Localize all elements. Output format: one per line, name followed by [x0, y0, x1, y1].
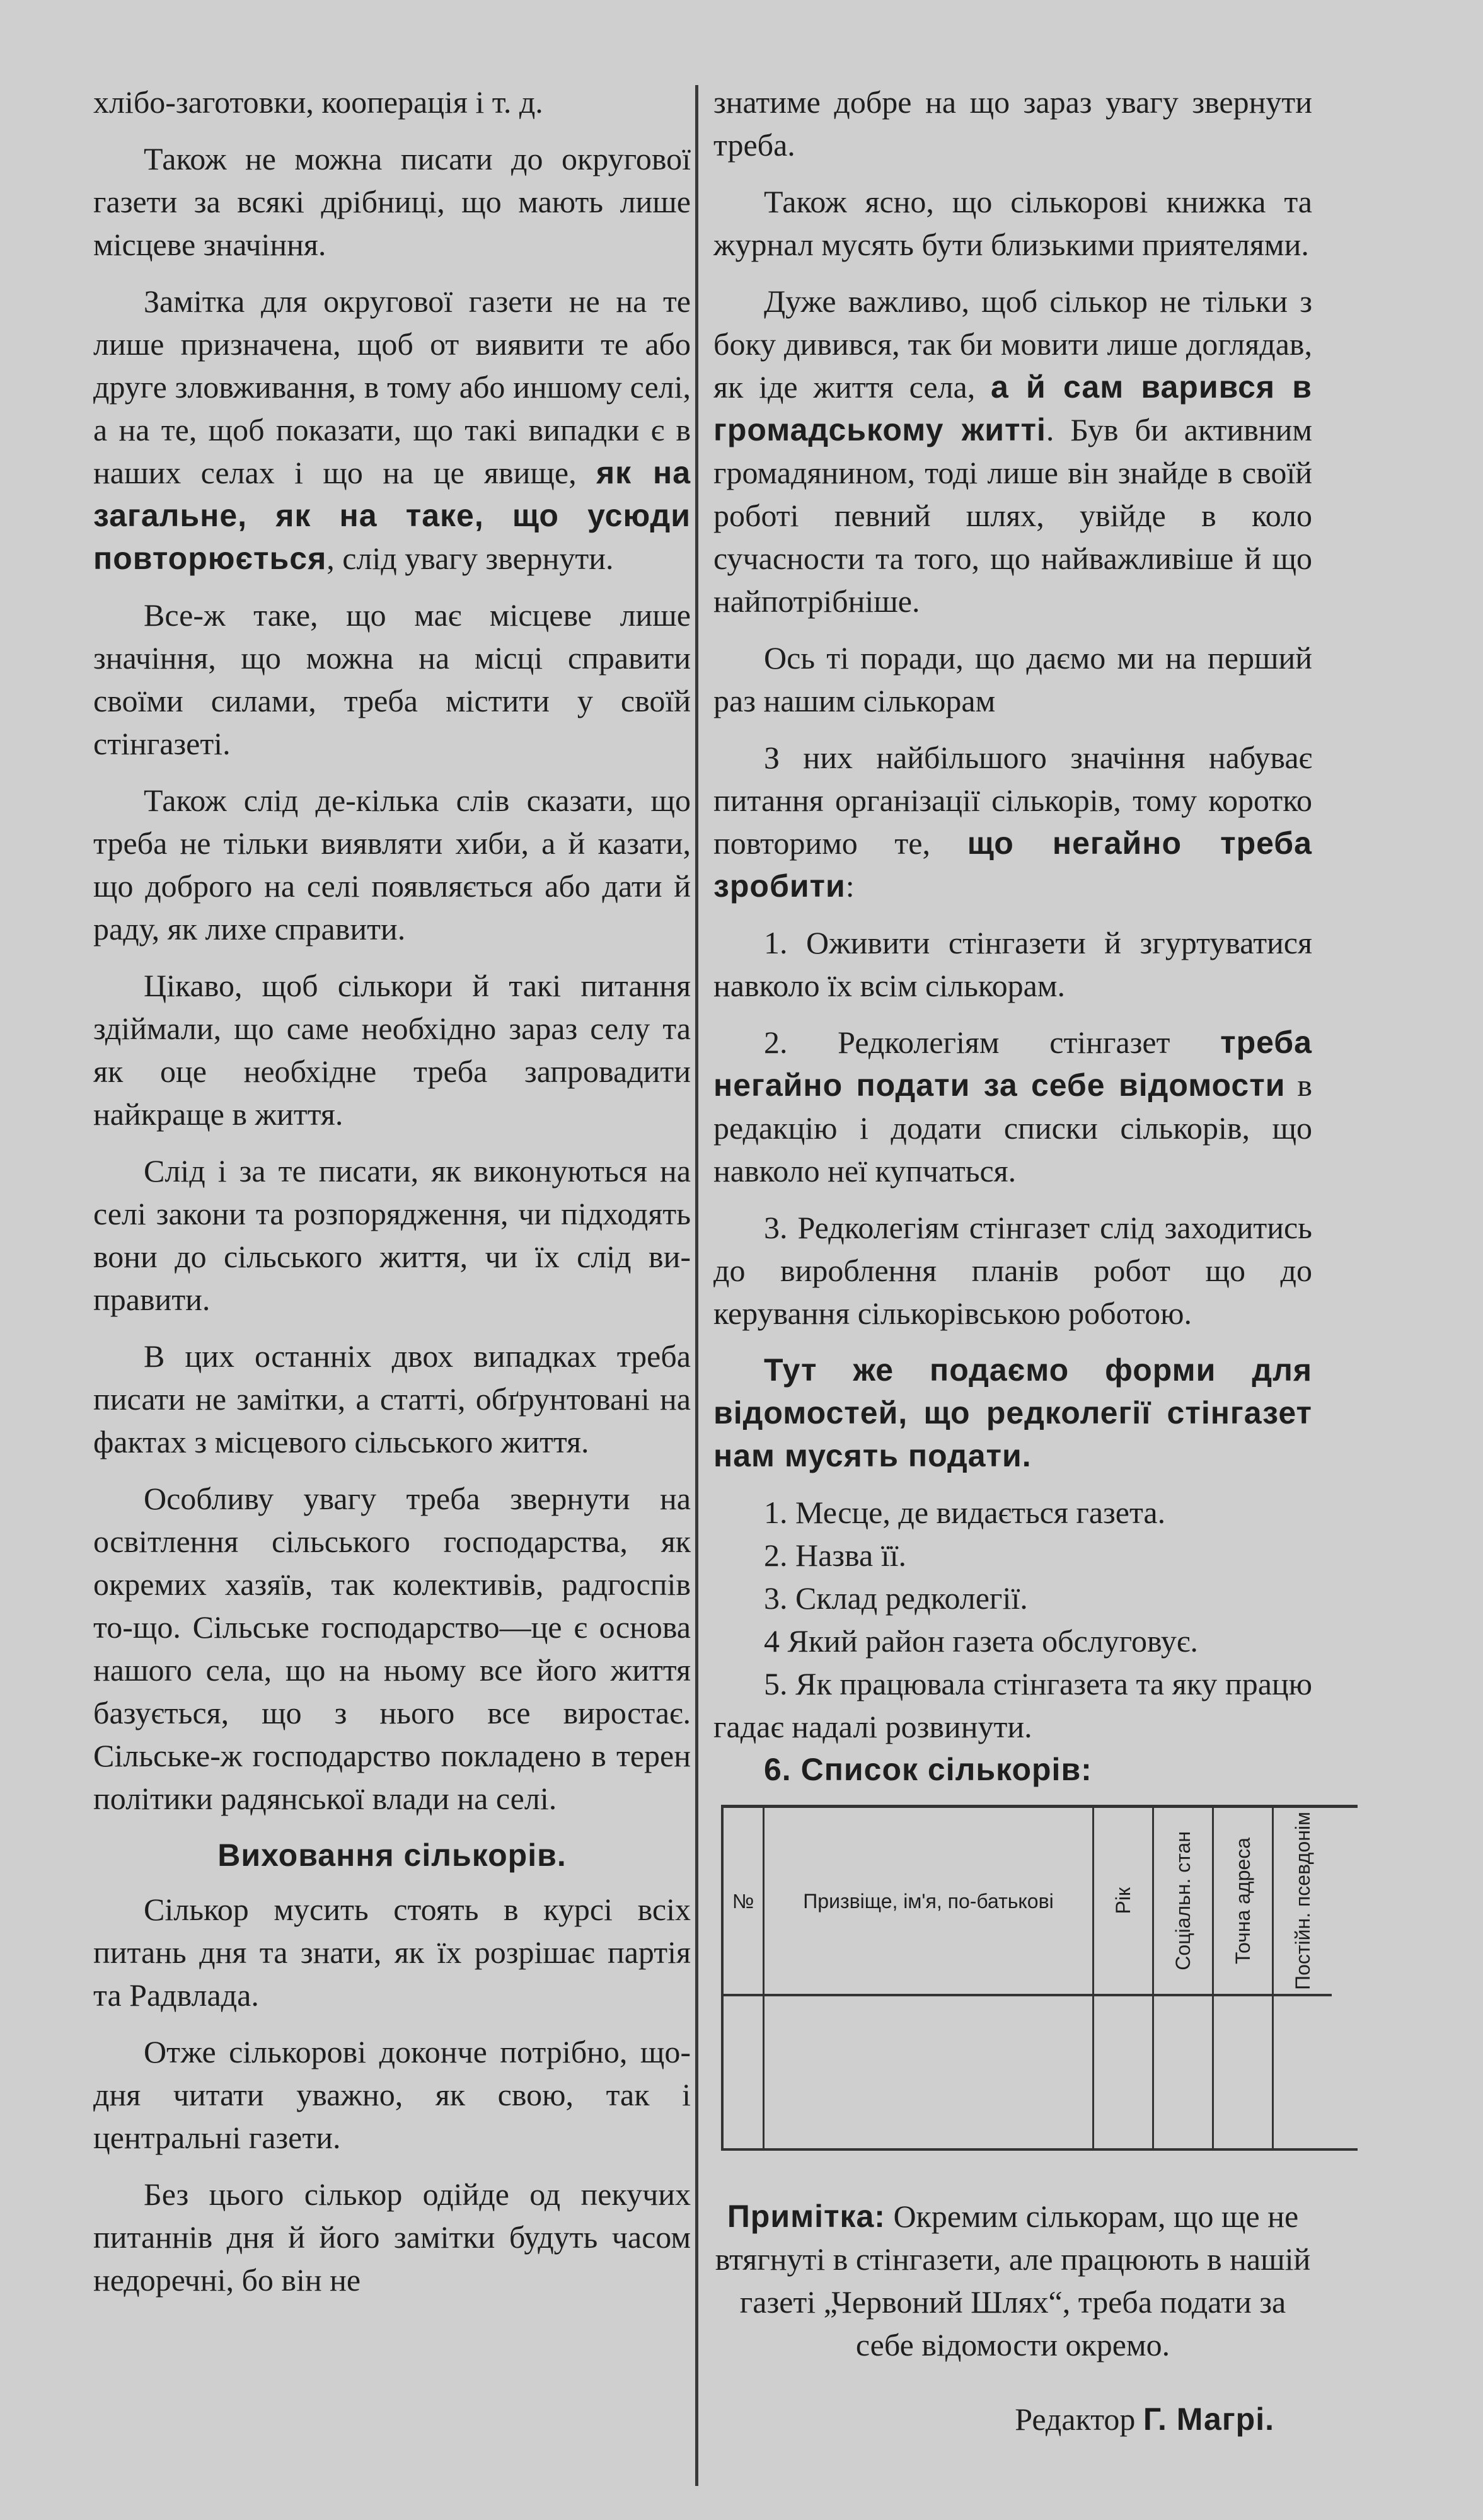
table-header-status-cell — [1154, 1808, 1212, 1996]
editor-label: Редактор — [1015, 2402, 1143, 2437]
paragraph: Без цього сількор одійде од пекучих питаннів дня й його замітки будуть часом недоречні, бо він не — [93, 2177, 691, 2298]
text-run: в редакцію і додати списки сількорів, що навколо неї купчаться. — [713, 1067, 1313, 1188]
bold-text: а й сам варився в громадському житті — [713, 369, 1312, 447]
form-item: 1. Месце, де видається газета. — [764, 1495, 1166, 1530]
bold-text: треба негайно подати за себе відомости — [713, 1025, 1312, 1103]
table-header-address: Точна адреса — [1232, 1837, 1254, 1965]
forms-intro: Тут же подаємо форми для відомостей, що редколегії стінгазет нам мусять подати. — [713, 1352, 1312, 1473]
paragraph: Цікаво, щоб сількори й такі питання здіймали, що саме необхідно зараз селу та як оце необхідне треба запровадити найкраще в життя. — [93, 968, 691, 1132]
form-item: 3. Склад редколегії. — [764, 1580, 1028, 1616]
paragraph: знатиме добре на що зараз увагу звернути треба. — [713, 84, 1312, 163]
table-column-name — [765, 1808, 1094, 2148]
bold-text: як на загальне, як на таке, що усюди повторюється — [93, 455, 691, 576]
text-run: . Був би активним громадянином, тоді лише він знайде в своїй роботі певний шлях, увійде в коло сучасности та того, що найважливіше й що найпотрібніше. — [713, 412, 1312, 619]
bold-text: що негайно треба зробити — [713, 826, 1312, 904]
table-header-year: Рік — [1112, 1887, 1134, 1914]
editor-name: Г. Магрі. — [1143, 2402, 1274, 2437]
column-divider — [695, 85, 698, 2486]
text-run: 2. Редколегіям стінгазет — [764, 1025, 1221, 1060]
text-run: З них найбільшого значіння набуває питання організації сількорів, тому коротко повторимо те, — [713, 740, 1312, 861]
table-column-status — [1154, 1808, 1214, 2148]
note-text: Окремим сількорам, що ще не втягнуті в стінгазети, але працюють в нашій газеті „Червоний Шлях“, треба подати за себе відомости окремо. — [715, 2199, 1311, 2362]
paragraph: Особливу увагу треба звернути на освітлення сільського господарства, як окремих хазяїв, так колективів, радгоспів то-що. Сільське господарство—це є основа нашого села, що на ньому все його життя базується, що з нього все виростає. Сільське-ж господарство покладено в терен політики радянської влади на селі. — [93, 1481, 691, 1816]
note-label: Примітка: — [727, 2199, 886, 2234]
table-column-pseudonym — [1274, 1808, 1332, 2148]
table-header-year-cell — [1094, 1808, 1152, 1996]
paragraph: хлібо-заготовки, кооперація і т. д. — [93, 84, 543, 120]
right-column — [713, 81, 1312, 2472]
note — [713, 2195, 1312, 2366]
paragraph: Все-ж таке, що має місцеве лише значіння, що можна на місці справити своїми силами, треба містити у своїй стінгазеті. — [93, 597, 691, 761]
table-header-number: № — [724, 1808, 763, 1996]
paragraph: В цих останніх двох випадках треба писати не замітки, а статті, обґрунтовані на фактах з місцевого сільського життя. — [93, 1338, 691, 1459]
text-run: , слід увагу звернути. — [326, 541, 614, 576]
form-item: 2. Назва її. — [764, 1538, 906, 1573]
paragraph: Також слід де-кілька слів сказати, що треба не тільки виявляти хиби, а й казати, що доброго на селі появляється або дати й раду, як лихе справити. — [93, 783, 691, 946]
paragraph — [713, 736, 1312, 907]
table-header-name: Призвіще, ім'я, по-батькові — [765, 1808, 1092, 1996]
text-run: : — [845, 868, 855, 904]
table-column-address — [1214, 1808, 1274, 2148]
table-header-address-cell — [1214, 1808, 1272, 1996]
paragraph: Сількор мусить стоять в курсі всіх питань дня та знати, як їх розрішає партія та Радвлада. — [93, 1892, 691, 2013]
list-item: 3. Редколегіям стінгазет слід заходитись до вироблення планів робот що до керування сількорівською роботою. — [713, 1210, 1312, 1331]
editor-signature — [713, 2398, 1312, 2441]
paragraph: Також ясно, що сількорові книжка та журнал мусять бути близькими приятелями. — [713, 184, 1312, 262]
paragraph: Слід і за те писати, як виконуються на селі закони та розпорядження, чи підходять вони до сільського життя, чи їх слід виправити. — [93, 1153, 691, 1317]
list-item: 1. Оживити стінгазети й згуртуватися навколо їх всім сількорам. — [713, 925, 1312, 1003]
paragraph: Також не можна писати до округової газети за всякі дрібниці, що мають лише місцеве значіння. — [93, 141, 691, 262]
table-header-pseudonym: Постійн. псевдонім — [1291, 1812, 1314, 1990]
form-item: 6. Список сількорів: — [764, 1752, 1092, 1787]
paragraph: Отже сількорові доконче потрібно, що-дня читати уважно, як свою, так і центральні газети. — [93, 2034, 691, 2155]
text-run: Дуже важливо, щоб сількор не тільки з боку дивився, так би мовити лише доглядав, як іде життя села, — [713, 284, 1312, 405]
paragraph — [93, 280, 691, 580]
table-header-status: Соціальн. стан — [1172, 1831, 1194, 1971]
form-item: 5. Як працювала стінгазета та яку працю гадає надалі розвинути. — [713, 1666, 1312, 1744]
section-heading: Виховання сількорів. — [217, 1838, 567, 1873]
table-column-year — [1094, 1808, 1154, 2148]
text-run: Замітка для округової газети не на те лише призначена, щоб от виявити те або друге зловживання, в тому або иншому селі, а на те, щоб показати, що такі випадки є в наших селах і що на це явище, — [93, 284, 691, 490]
form-items-list — [713, 1491, 1312, 1791]
left-column — [93, 81, 691, 2315]
table-column-number — [724, 1808, 765, 2148]
form-item: 4 Який район газета обслуговує. — [764, 1623, 1198, 1659]
list-item — [713, 1021, 1312, 1192]
paragraph: Ось ті поради, що даємо ми на перший раз нашим сількорам — [713, 640, 1312, 718]
table-header-pseudonym-cell — [1274, 1808, 1332, 1996]
paragraph — [713, 280, 1312, 623]
sylkor-list-table — [721, 1805, 1358, 2151]
